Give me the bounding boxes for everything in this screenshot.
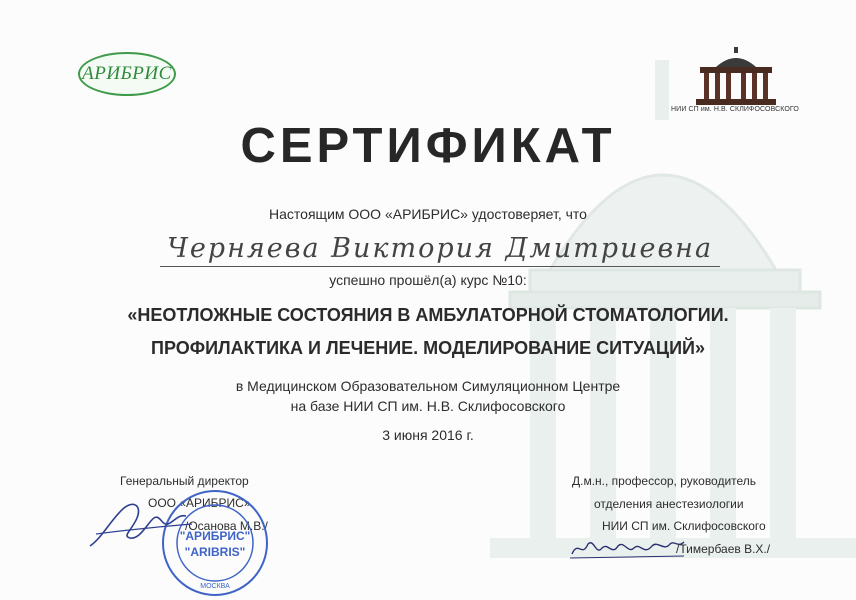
- professor-signature: [568, 534, 688, 564]
- director-name: /Осанова М.В./: [185, 519, 268, 533]
- course-title-line-1: «НЕОТЛОЖНЫЕ СОСТОЯНИЯ В АМБУЛАТОРНОЙ СТОМАТОЛОГИИ.: [127, 305, 729, 325]
- stamp-center-line-2: "ARIBRIS": [184, 545, 246, 559]
- professor-department: отделения анестезиологии: [594, 497, 744, 511]
- aribris-logo: [78, 52, 176, 96]
- director-role: Генеральный директор: [120, 474, 249, 488]
- intro-text: Настоящим ООО «АРИБРИС» удостоверяет, что: [269, 206, 587, 222]
- aribris-logo-text: АРИБРИС: [82, 63, 172, 84]
- professor-title: Д.м.н., профессор, руководитель: [572, 474, 757, 488]
- director-org: ООО «АРИБРИС»: [148, 496, 251, 510]
- professor-name: /Тимербаев В.Х./: [676, 542, 771, 556]
- course-title-line-2: ПРОФИЛАКТИКА И ЛЕЧЕНИЕ. МОДЕЛИРОВАНИЕ СИТУАЦИЙ»: [151, 338, 705, 358]
- issue-date: 3 июня 2016 г.: [382, 427, 474, 443]
- professor-institute: НИИ СП им. Склифосовского: [602, 519, 766, 533]
- completed-text: успешно прошёл(а) курс №10:: [329, 272, 527, 288]
- stamp-center-line-1: "АРИБРИС": [179, 529, 251, 543]
- recipient-name: Черняева Виктория Дмитриевна: [160, 232, 720, 267]
- institute-caption: НИИ СП им. Н.В. СКЛИФОСОВСКОГО: [671, 106, 799, 113]
- location-line-1: в Медицинском Образовательном Симуляционном Центре: [235, 378, 621, 394]
- stamp-city: МОСКВА: [200, 583, 230, 590]
- certificate-title: СЕРТИФИКАТ: [240, 119, 616, 173]
- director-signature: [82, 488, 202, 558]
- location-line-2: на базе НИИ СП им. Н.В. Склифосовского: [290, 398, 566, 414]
